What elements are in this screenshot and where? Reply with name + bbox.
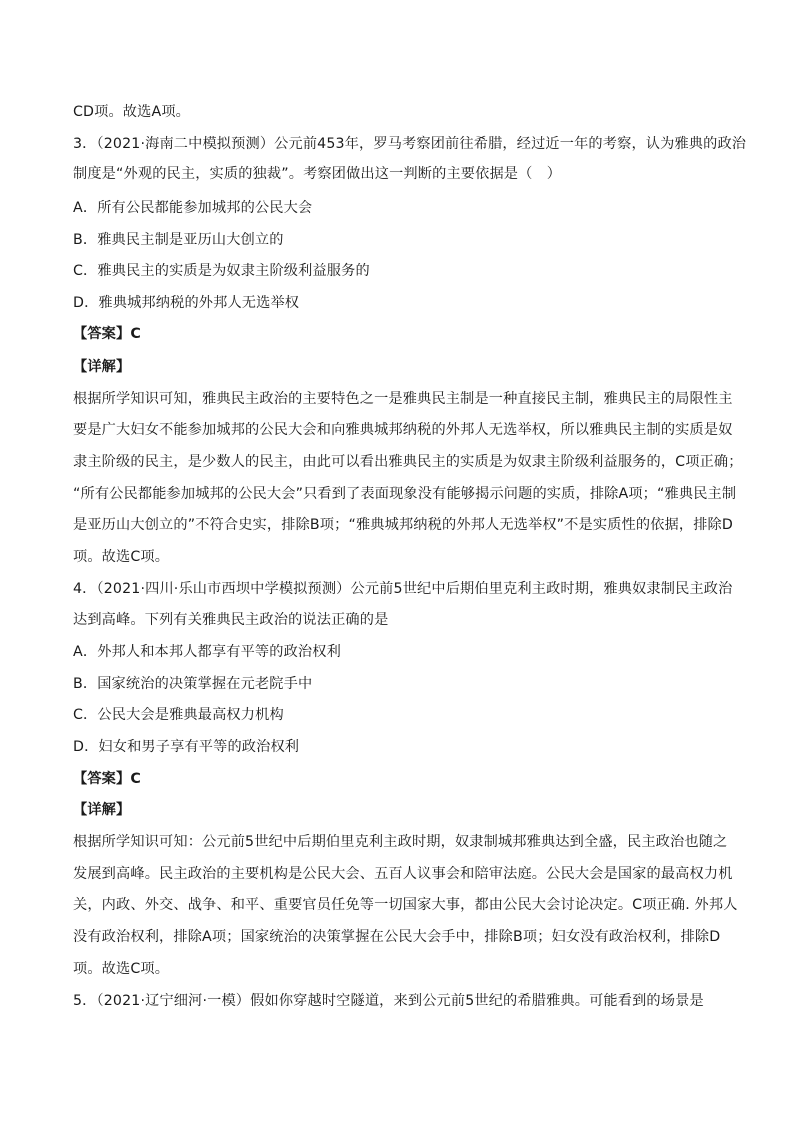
- question-4-stem: 4．（2021·四川·乐山市西坝中学模拟预测）公元前5世纪中后期伯里克利主政时期，雅典奴隶制民主政治: [73, 581, 733, 597]
- explanation-text: 根据所学知识可知，雅典民主政治的主要特色之一是雅典民主制是一种直接民主制，雅典民主的局限性主: [73, 391, 733, 407]
- explanation-text: 根据所学知识可知：公元前5世纪中后期伯里克利主政时期，奴隶制城邦雅典达到全盛，民主政治也随之: [73, 834, 728, 850]
- explanation-label: 【详解】: [73, 802, 131, 818]
- explanation-text: 发展到高峰。民主政治的主要机构是公民大会、五百人议事会和陪审法庭。公民大会是国家的最高权力机: [73, 866, 733, 882]
- question-3-stem: 3．（2021·海南二中模拟预测）公元前453年，罗马考察团前往希腊，经过近一年的考察，认为雅典的政治: [73, 136, 747, 152]
- question-4-option-c: C．公民大会是雅典最高权力机构: [73, 707, 284, 723]
- explanation-text: 没有政治权利，排除A项；国家统治的决策掌握在公民大会手中，排除B项；妇女没有政治权利，排除D: [73, 929, 721, 945]
- explanation-text: 项。故选C项。: [73, 961, 170, 977]
- text-line: CD项。故选A项。: [73, 104, 191, 120]
- explanation-text: “所有公民都能参加城邦的公民大会”只看到了表面现象没有能够揭示问题的实质，排除A项；“雅典民主制: [73, 486, 737, 502]
- question-3-option-c: C．雅典民主的实质是为奴隶主阶级利益服务的: [73, 263, 370, 279]
- explanation-text: 项。故选C项。: [73, 549, 170, 565]
- explanation-label: 【详解】: [73, 359, 131, 375]
- question-4-option-a: A．外邦人和本邦人都享有平等的政治权利: [73, 644, 341, 660]
- explanation-text: 关，内政、外交、战争、和平、重要官员任免等一切国家大事，都由公民大会讨论决定。C项正确. 外邦人: [73, 897, 738, 913]
- question-3-option-d: D．雅典城邦纳税的外邦人无选举权: [73, 295, 300, 311]
- answer-label: 【答案】C: [73, 326, 141, 342]
- question-4-option-d: D．妇女和男子享有平等的政治权利: [73, 739, 300, 755]
- question-3-stem: 制度是“外观的民主，实质的独裁”。考察团做出这一判断的主要依据是（ ）: [73, 166, 562, 182]
- explanation-text: 要是广大妇女不能参加城邦的公民大会和向雅典城邦纳税的外邦人无选举权，所以雅典民主制的实质是奴: [73, 422, 733, 438]
- question-3-option-b: B．雅典民主制是亚历山大创立的: [73, 232, 284, 248]
- question-5-stem: 5．（2021·辽宁细河·一模）假如你穿越时空隧道，来到公元前5世纪的希腊雅典。可能看到的场景是: [73, 993, 704, 1009]
- question-4-option-b: B．国家统治的决策掌握在元老院手中: [73, 676, 313, 692]
- question-4-stem: 达到高峰。下列有关雅典民主政治的说法正确的是: [73, 612, 389, 628]
- answer-label: 【答案】C: [73, 771, 141, 787]
- explanation-text: 是亚历山大创立的”不符合史实，排除B项；“雅典城邦纳税的外邦人无选举权”不是实质性的依据，排除D: [73, 517, 733, 533]
- explanation-text: 隶主阶级的民主，是少数人的民主，由此可以看出雅典民主的实质是为奴隶主阶级利益服务的，C项正确；: [73, 454, 743, 470]
- question-3-option-a: A．所有公民都能参加城邦的公民大会: [73, 200, 313, 216]
